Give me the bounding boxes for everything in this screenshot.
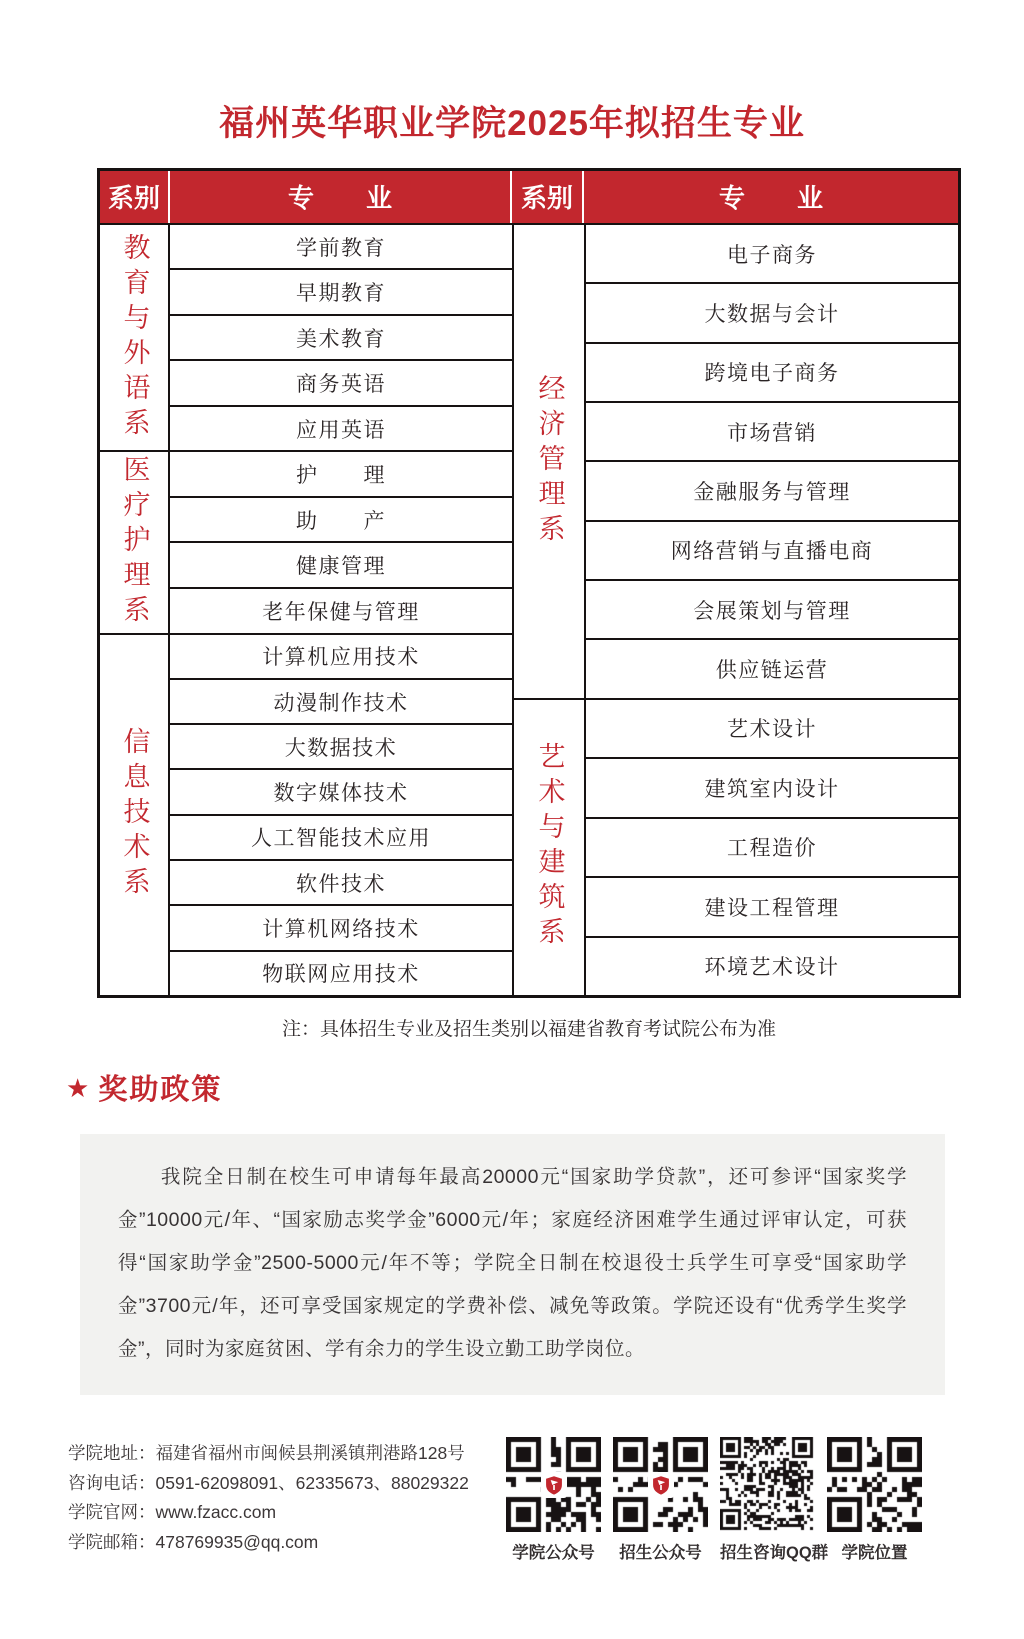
qr-code-image [827, 1437, 922, 1532]
major-cell: 动漫制作技术 [170, 678, 512, 723]
department-name: 教育与外语系 [119, 232, 150, 443]
department-name: 经济管理系 [534, 373, 565, 549]
header-department-left: 系别 [100, 171, 170, 223]
contact-value: www.fzacc.com [155, 1502, 277, 1522]
qr-item [827, 1437, 922, 1563]
policy-text: 我院全日制在校生可申请每年最高20000元“国家助学贷款”，还可参评“国家奖学金”10000元/年、“国家励志奖学金”6000元/年；家庭经济困难学生通过评审认定，可获得“国家助学金”2500-5000元/年不等；学院全日制在校退役士兵学生可享受“国家助学金”3700元/年，还可享受国家规定的学费补偿、减免等政策。学院还设有“优秀学生奖学金”，同时为家庭贫困、学有余力的学生设立勤工助学岗位。 [118, 1166, 907, 1360]
qr-label: 学院位置 [841, 1544, 908, 1562]
department-block [514, 225, 958, 698]
majors-list [586, 225, 958, 698]
major-cell: 老年保健与管理 [170, 587, 512, 633]
major-cell: 商务英语 [170, 359, 512, 404]
qr-item [720, 1437, 829, 1563]
poster-page [0, 96, 1024, 1639]
qr-label: 招生公众号 [619, 1544, 702, 1562]
contact-block [68, 1439, 506, 1563]
qr-code-image [506, 1437, 601, 1532]
school-shield-logo-icon [648, 1472, 674, 1498]
major-cell: 应用英语 [170, 405, 512, 450]
major-cell: 助 产 [170, 496, 512, 542]
policy-box [80, 1134, 945, 1395]
major-cell: 大数据技术 [170, 723, 512, 768]
table-right-half [514, 225, 958, 995]
table-header-row [100, 171, 958, 225]
contact-label: 学院官网： [68, 1502, 156, 1522]
department-block [100, 633, 512, 995]
major-cell: 市场营销 [586, 401, 958, 460]
contact-value: 478769935@qq.com [155, 1531, 319, 1552]
department-name: 医疗护理系 [119, 454, 150, 630]
contact-value: 0591-62098091、62335673、88029322 [155, 1472, 469, 1493]
major-cell: 计算机网络技术 [170, 904, 512, 949]
major-cell: 工程造价 [586, 817, 958, 876]
qr-code-image [613, 1437, 708, 1532]
contact-line [68, 1469, 506, 1499]
qr-label: 学院公众号 [512, 1544, 595, 1562]
qr-item [506, 1437, 601, 1563]
major-cell: 会展策划与管理 [586, 579, 958, 638]
department-cell [514, 700, 586, 995]
qr-code-canvas [827, 1437, 922, 1532]
footer [68, 1439, 960, 1563]
contact-label: 学院邮箱： [68, 1531, 156, 1552]
contact-label: 学院地址： [68, 1443, 156, 1463]
policy-section-header [66, 1067, 960, 1108]
department-block [100, 225, 512, 450]
major-cell: 美术教育 [170, 314, 512, 359]
header-major-right: 专 业 [718, 183, 823, 213]
major-cell: 艺术设计 [727, 718, 817, 742]
table-left-half [100, 225, 514, 995]
department-block [514, 698, 958, 995]
majors-list [170, 225, 512, 450]
major-cell: 护 理 [296, 464, 386, 488]
header-department-right: 系别 [512, 171, 584, 223]
major-cell: 环境艺术设计 [586, 936, 958, 995]
department-block [100, 450, 512, 632]
qr-code-area [506, 1437, 922, 1563]
majors-table [97, 168, 961, 998]
major-cell: 数字媒体技术 [170, 768, 512, 813]
major-cell: 物联网应用技术 [170, 950, 512, 995]
contact-label: 咨询电话： [68, 1472, 156, 1493]
major-cell: 早期教育 [170, 268, 512, 313]
major-cell: 学前教育 [296, 236, 386, 260]
department-cell [100, 452, 170, 632]
header-major-left: 专 业 [170, 171, 512, 223]
major-cell: 人工智能技术应用 [170, 814, 512, 859]
department-cell [100, 635, 170, 995]
qr-item [613, 1437, 708, 1563]
major-cell: 建筑室内设计 [586, 757, 958, 816]
contact-value: 福建省福州市闽候县荆溪镇荆港路128号 [155, 1443, 465, 1463]
qr-label: 招生咨询QQ群 [720, 1544, 829, 1562]
contact-line [68, 1498, 506, 1528]
department-cell [100, 225, 170, 450]
table-body [100, 225, 958, 995]
major-cell: 跨境电子商务 [586, 342, 958, 401]
department-name: 信息技术系 [119, 727, 150, 903]
major-cell: 网络营销与直播电商 [586, 520, 958, 579]
major-cell: 大数据与会计 [586, 282, 958, 341]
table-note: 注：具体招生专业及招生类别以福建省教育考试院公布为准 [281, 1019, 776, 1040]
major-cell: 健康管理 [170, 541, 512, 587]
majors-list [170, 635, 512, 995]
qr-code-image [720, 1437, 815, 1532]
star-icon: ★ [66, 1072, 90, 1103]
major-cell: 软件技术 [170, 859, 512, 904]
department-name: 艺术与建筑系 [534, 742, 565, 953]
major-cell: 建设工程管理 [586, 876, 958, 935]
major-cell: 电子商务 [727, 243, 817, 267]
majors-list [170, 452, 512, 632]
major-cell: 供应链运营 [586, 638, 958, 697]
department-cell [514, 225, 586, 698]
major-cell: 计算机应用技术 [262, 646, 420, 670]
major-cell: 金融服务与管理 [586, 460, 958, 519]
school-shield-logo-icon [541, 1472, 567, 1498]
page-title: 福州英华职业学院2025年拟招生专业 [219, 104, 805, 143]
qr-code-canvas [720, 1437, 815, 1532]
contact-line [68, 1528, 506, 1558]
contact-line [68, 1439, 506, 1469]
majors-list [586, 700, 958, 995]
policy-heading: 奖助政策 [98, 1074, 223, 1106]
